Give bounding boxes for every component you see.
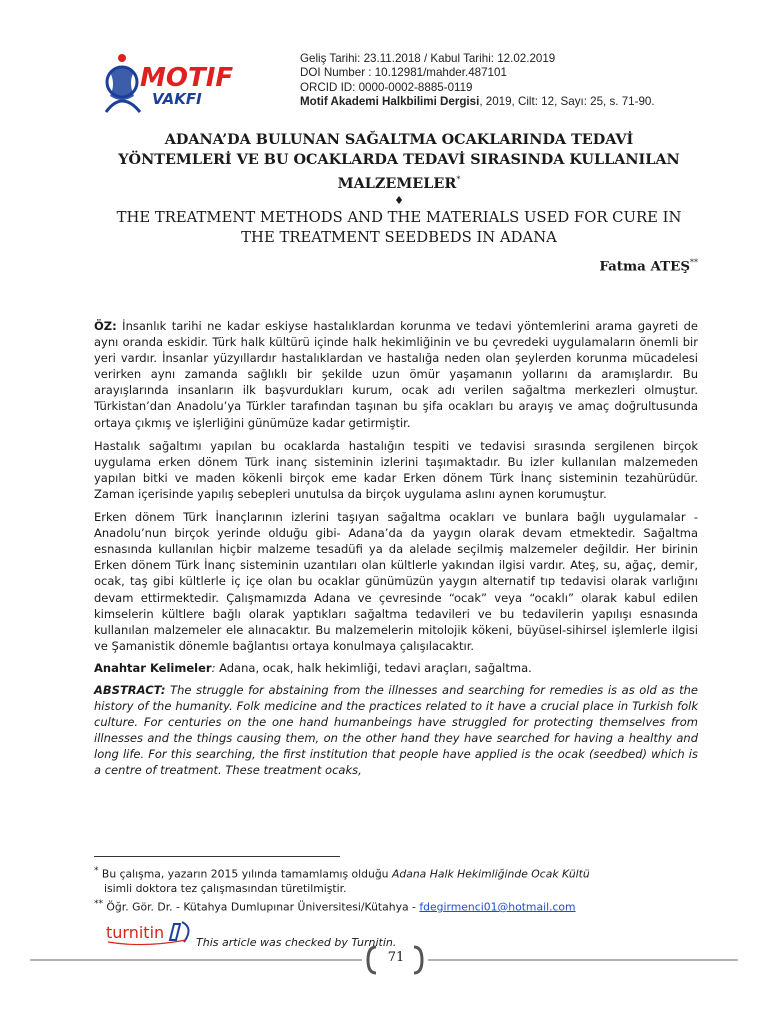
title-footnote-mark: * xyxy=(456,175,461,184)
title-tr-line-1: ADANA’DA BULUNAN SAĞALTMA OCAKLARINDA TEDAVİ xyxy=(164,131,634,148)
abstract-text: The struggle for abstaining from the illnesses and searching for remedies is as old as the history of the humanity. Folk medicine and the practices related to it have a crucial place in Turkish folk culture. For centuries on the one hand humanbeings have struggled for protecting themselves from illnesses and the things causing them, on the other hand they have searched for having a healthy and long life. For this searching, the first institution that people have applied is the ocak (seedbed) which is a centre of treatment. These treatment ocaks, xyxy=(94,682,698,778)
footnote-1 xyxy=(94,864,704,882)
journal-citation xyxy=(300,95,655,109)
title-tr-line-3: MALZEMELER xyxy=(337,174,457,192)
submission-dates: Geliş Tarihi: 23.11.2018 / Kabul Tarihi: 12.02.2019 xyxy=(300,52,556,65)
orcid-id: ORCID ID: 0000-0002-8885-0119 xyxy=(300,80,473,94)
logo-brand-text: MOTIF xyxy=(140,63,234,93)
logo-sub-text: VAKFI xyxy=(152,90,202,108)
footnote-2-text: Öğr. Gör. Dr. - Kütahya Dumlupınar Üniversitesi/Kütahya - xyxy=(103,900,420,914)
oz-paragraph-1 xyxy=(94,318,698,431)
footnote-divider xyxy=(94,856,340,857)
article-body xyxy=(94,318,698,786)
footnotes xyxy=(94,864,704,915)
footnote-1-line-2: isimli doktora tez çalışmasından türetilmiştir. xyxy=(104,882,347,896)
doi-number: DOI Number : 10.12981/mahder.487101 xyxy=(300,66,507,80)
article-metadata xyxy=(300,52,655,110)
turnitin-swoosh-icon xyxy=(170,922,189,942)
title-en-line-2: THE TREATMENT SEEDBEDS IN ADANA xyxy=(241,228,557,246)
oz-text-1: İnsanlık tarihi ne kadar eskiyse hastalıklardan korunma ve tedavi yöntemlerini arama gayreti de aynı oranda eskidir. Türk halk kültürü içinde halk hekimliğinin ve bu çevredeki uygulamaların önemli bir yeri vardır. İnsanlar yüzyıllardır hastalıklardan ve hastalığa neden olan şeylerden korunma mücadelesi verirken aynı zamanda sağlıklı bir şekilde uzun ömür yaşamanın yollarını da aramışlardır. Bu arayışlarında insanların ilk başvurdukları kurum, ocak adı verilen sağaltma merkezleri olmuştur. Türkistan’dan Anadolu’ya Türkler tarafından taşınan bu şifa ocakları bu arayış ve amaç doğrultusunda ortaya çıkmış ve işlerliğini günümüze kadar getirmiştir. xyxy=(94,319,698,430)
turnitin-note: This article was checked by Turnitin. xyxy=(196,936,397,949)
footnote-1-mark: * xyxy=(94,866,99,876)
turnitin-logo-text: turnitin xyxy=(106,923,165,942)
title-turkish xyxy=(100,130,698,194)
author-email-link[interactable]: fdegirmenci01@hotmail.com xyxy=(419,900,576,914)
title-block xyxy=(100,130,698,248)
diamond-separator-icon: ♦ xyxy=(394,193,404,207)
title-en-line-1: THE TREATMENT METHODS AND THE MATERIALS USED FOR CURE IN xyxy=(116,208,682,226)
journal-details: , 2019, Cilt: 12, Sayı: 25, s. 71-90. xyxy=(479,95,655,109)
motif-vakfi-logo xyxy=(100,52,260,122)
footnote-2 xyxy=(94,897,704,915)
keywords-line xyxy=(94,660,698,676)
abstract-label: ABSTRACT: xyxy=(94,682,166,697)
journal-name: Motif Akademi Halkbilimi Dergisi xyxy=(300,95,480,109)
abstract-paragraph xyxy=(94,682,698,779)
logo-figure-icon xyxy=(106,54,140,112)
footnote-2-mark: ** xyxy=(94,898,103,909)
oz-paragraph-3: Erken dönem Türk İnançlarının izlerini taşıyan sağaltma ocakları ve bunlara bağlı uygulamalar - Anadolu’nun birçok yerinde olduğu gibi- Adana’da da yaygın olarak devam etmektedir. Sağaltma esnasında kullanılan hiçbir malzeme tesadüfi ya da alelade seçilmiş malzemeler değildir. Her birinin Erken dönem Türk İnanç sisteminin uzantıları olan kültlerle yakından ilgisi vardır. Ateş, su, ağaç, demir, ocak, taş gibi kültlerle iç içe olan bu ocaklar günümüzün yaygın alternatif tıp tedavisi olarak varlığını devam ettirmektedir. Çalışmamızda Adana ve çevresinde “ocak” veya “ocaklı” olarak kabul edilen kimselerin kültlere bağlı olarak yaptıkları sağaltma tedavileri ve bu tedavilerin yapılışı esnasında kullanılan malzemeler ele alınacaktır. Bu malzemelerin mitolojik kökeni, büyüsel-sihirsel işlemlerle ilgisi ve Şamanistik dönemle bağlantısı ortaya konulmaya çalışılacaktır. xyxy=(94,510,698,653)
title-tr-line-2: YÖNTEMLERİ VE BU OCAKLARDA TEDAVİ SIRASINDA KULLANILAN xyxy=(118,151,680,168)
keywords-label: Anahtar Kelimeler xyxy=(94,660,212,675)
page-number: 71 xyxy=(387,950,405,965)
author-name xyxy=(599,258,698,274)
author-footnote-mark: ** xyxy=(690,258,698,267)
keywords-colon: : xyxy=(211,660,216,675)
title-english xyxy=(100,208,698,248)
author-name-text: Fatma ATEŞ xyxy=(599,258,690,275)
oz-paragraph-2: Hastalık sağaltımı yapılan bu ocaklarda hastalığın tespiti ve tedavisi sırasında sergilenen birçok uygulama erken dönem Türk inanç sisteminin izlerini taşımaktadır. Bu izler kullanılan malzemeden yapılan bitki ve maden kökenli birçok eme kadar Erken dönem Türk İnanç sisteminin tezahürüdür. Zaman içerisinde yapılış sebepleri unutulsa da birçok uygulama aslını aynen korumuştur. xyxy=(94,438,698,501)
footnote-1-italic: Adana Halk Hekimliğinde Ocak Kültü xyxy=(391,867,590,881)
oz-label: ÖZ: xyxy=(94,319,117,333)
footnote-1-text: Bu çalışma, yazarın 2015 yılında tamamlamış olduğu xyxy=(98,867,392,881)
turnitin-logo xyxy=(104,918,196,946)
keywords-text: Adana, ocak, halk hekimliği, tedavi araçları, sağaltma. xyxy=(215,660,532,675)
